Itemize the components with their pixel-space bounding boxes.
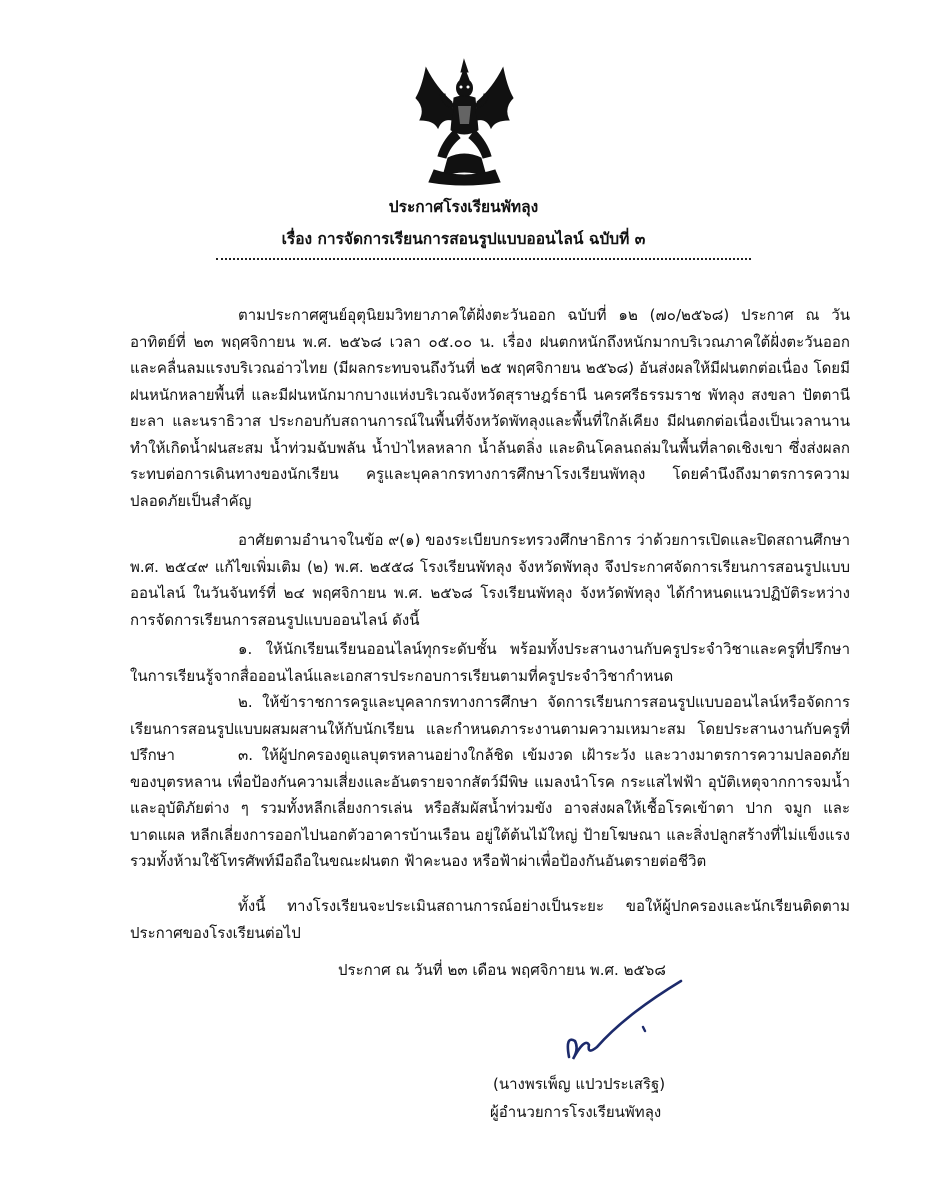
- guideline-item-3: [130, 742, 850, 875]
- guideline-item-3-text: ๓. ให้ผู้ปกครองดูแลบุตรหลานอย่างใกล้ชิด เข้มงวด เฝ้าระวัง และวางมาตรการความปลอดภัยของบุตรหลาน เพื่อป้องกันความเสี่ยงและอันตรายจากสัตว์มีพิษ แมลงนำโรค กระแสไฟฟ้า อุบัติเหตุจากการจมน้ำ และอุบัติภัยต่าง ๆ รวมทั้งหลีกเลี่ยงการเล่น หรือสัมผัสน้ำท่วมขัง อาจส่งผลให้เชื้อโรคเข้าตา ปาก จมูก และบาดแผล หลีกเลี่ยงการออกไปนอกตัวอาคารบ้านเรือน อยู่ใต้ต้นไม้ใหญ่ ป้ายโฆษณา และสิ่งปลูกสร้างที่ไม่แข็งแรง รวมทั้งห้ามใช้โทรศัพท์มือถือในขณะฝนตก ฟ้าคะนอง หรือฟ้าผ่าเพื่อป้องกันอันตรายต่อชีวิต: [130, 746, 850, 870]
- guideline-item-1: [130, 636, 850, 689]
- paragraph-authority-text: อาศัยตามอำนาจในข้อ ๙(๑) ของระเบียบกระทรวงศึกษาธิการ ว่าด้วยการเปิดและปิดสถานศึกษา พ.ศ. ๒๕๔๙ แก้ไขเพิ่มเติม (๒) พ.ศ. ๒๕๕๘ โรงเรียนพัทลุง จังหวัดพัทลุง จึงประกาศจัดการเรียนการสอนรูปแบบออนไลน์ ในวันจันทร์ที่ ๒๔ พฤศจิกายน พ.ศ. ๒๕๖๘ โรงเรียนพัทลุง จังหวัดพัทลุง ได้กำหนดแนวปฏิบัติระหว่างการจัดการเรียนการสอนรูปแบบออนไลน์ ดังนี้: [130, 531, 850, 629]
- paragraph-authority: [130, 527, 850, 633]
- dotted-divider: [216, 258, 751, 260]
- paragraph-background: [130, 302, 850, 542]
- announcement-date: ประกาศ ณ วันที่ ๒๓ เดือน พฤศจิกายน พ.ศ. ๒๕๖๘: [338, 961, 666, 979]
- guideline-item-1-text: ๑. ให้นักเรียนเรียนออนไลน์ทุกระดับชั้น พร้อมทั้งประสานงานกับครูประจำวิชาและครูที่ปรึกษา ในการเรียนรู้จากสื่อออนไลน์และเอกสารประกอบการเรียนตามที่ครูประจำวิชากำหนด: [130, 640, 850, 685]
- garuda-emblem: [412, 58, 517, 186]
- signer-name: (นางพรเพ็ญ แปวประเสริฐ): [493, 1075, 666, 1093]
- signature: [555, 975, 685, 1085]
- announcement-subject: เรื่อง การจัดการเรียนการสอนรูปแบบออนไลน์ ฉบับที่ ๓: [281, 230, 646, 248]
- paragraph-closing-text: ทั้งนี้ ทางโรงเรียนจะประเมินสถานการณ์อย่างเป็นระยะ ขอให้ผู้ปกครองและนักเรียนติดตามประกาศของโรงเรียนต่อไป: [130, 897, 850, 942]
- guideline-item-2-text: ๒. ให้ข้าราชการครูและบุคลากรทางการศึกษา จัดการเรียนการสอนรูปแบบออนไลน์หรือจัดการเรียนการสอนรูปแบบผสมผสานให้กับนักเรียน และกำหนดภาระงานตามความเหมาะสม โดยประสานงานกับครูที่ปรึกษา: [130, 693, 850, 764]
- paragraph-background-text: ตามประกาศศูนย์อุตุนิยมวิทยาภาคใต้ฝั่งตะวันออก ฉบับที่ ๑๒ (๗๐/๒๕๖๘) ประกาศ ณ วันอาทิตย์ที่ ๒๓ พฤศจิกายน พ.ศ. ๒๕๖๘ เวลา ๐๕.๐๐ น. เรื่อง ฝนตกหนักถึงหนักมากบริเวณภาคใต้ฝั่งตะวันออก และคลื่นลมแรงบริเวณอ่าวไทย (มีผลกระทบจนถึงวันที่ ๒๕ พฤศจิกายน ๒๕๖๘) อันส่งผลให้มีฝนตกต่อเนื่อง โดยมีฝนหนักหลายพื้นที่ และมีฝนหนักมากบางแห่งบริเวณจังหวัดสุราษฎร์ธานี นครศรีธรรมราช พัทลุง สงขลา ปัตตานี ยะลา และนราธิวาส ประกอบกับสถานการณ์ในพื้นที่จังหวัดพัทลุงและพื้นที่ใกล้เคียง มีฝนตกต่อเนื่องเป็นเวลานาน ทำให้เกิดน้ำฝนสะสม น้ำท่วมฉับพลัน น้ำป่าไหลหลาก น้ำล้นตลิ่ง และดินโคลนถล่มในพื้นที่ลาดเชิงเขา ซึ่งส่งผลกระทบต่อการเดินทางของนักเรียน ครูและบุคลากรทางการศึกษาโรงเรียนพัทลุง โดยคำนึงถึงมาตรการความปลอดภัยเป็นสำคัญ: [130, 306, 850, 510]
- announcement-title: ประกาศโรงเรียนพัทลุง: [388, 198, 539, 216]
- paragraph-closing: [130, 893, 850, 946]
- signer-position: ผู้อำนวยการโรงเรียนพัทลุง: [490, 1103, 662, 1121]
